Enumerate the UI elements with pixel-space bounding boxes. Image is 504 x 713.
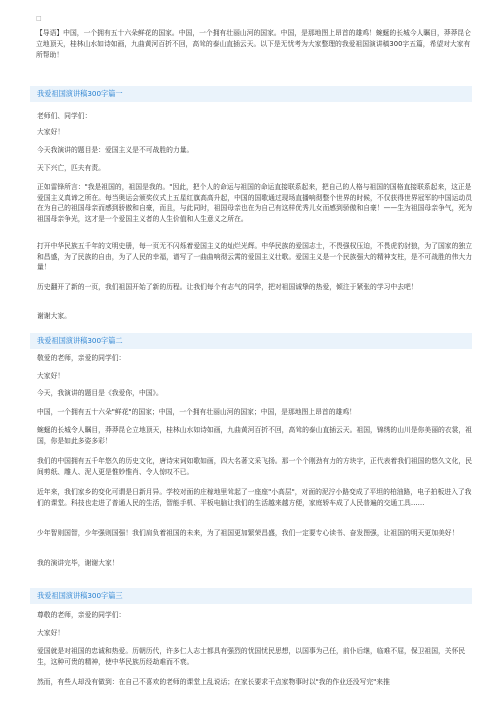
section-1-paragraph: 天下兴亡，匹夫有责。 [37, 164, 105, 172]
section-2-paragraph: 今天，我演讲的题目是《我爱你，中国》。 [37, 389, 163, 397]
section-2-paragraph: 大家好！ [37, 372, 65, 380]
section-1-paragraph: 今天我演讲的题目是：爱国主义是不可战胜的力量。 [37, 146, 194, 154]
section-2-paragraph: 敬爱的老师，亲爱的同学们： [37, 354, 126, 362]
section-3-paragraph: 爱国就是对祖国的忠诚和热爱。历朝历代，许多仁人志士都具有强烈的忧国忧民思想，以国事为己任，前仆后继，临难不屈，保卫祖国，关怀民生，这种可贵的精神，使中华民族历经劫难而不衰。 [37, 647, 466, 666]
section-3-paragraph: 尊敬的老师，亲爱的同学们： [37, 611, 126, 619]
intro-paragraph: 【导语】中国，一个拥有五十六朵鲜花的国家。中国，一个拥有壮丽山河的国家。中国，是那地图上昂首的雄鸡！蜿蜒的长城今人瞩目，莽莽昆仑立地顶天，桂林山水如诗如画，九曲黄河百折不回，高耸的泰山直插云天。以下是无忧考为大家整理的我爱祖国演讲稿300字五篇，希望对大家有所帮助！ [36, 29, 471, 59]
section-2-paragraph: 中国，一个拥有五十六朵"鲜花"的国家；中国，一个拥有壮丽山河的国家；中国，是那地图上昂首的雄鸡！ [37, 408, 356, 416]
section-1-paragraph: 打开中华民族五千年的文明史册，每一页无不闪烁着爱国主义的灿烂光辉。中华民族的爱国志士，不畏强权压迫，不畏虎豹豺狼，为了国家的独立和昌盛，为了民族的自由，为了人民的幸福，谱写了一曲曲响彻云霄的爱国主义壮歌。爱国主义是一个民族强大的精神支柱，是不可战胜的伟大力量！ [37, 242, 472, 271]
section-header-2: 我爱祖国演讲稿300字篇二 [30, 333, 472, 349]
section-2-paragraph: 我们的中国拥有五千年悠久的历史文化，唐诗宋词如歌如画，四大名著文采飞扬。那一个个刚劲有力的方块字，正代表着我们祖国的悠久文化，民间剪纸、雕人、泥人更是惟妙惟肖、令人惊叹不已。 [37, 457, 472, 476]
section-3-paragraph: 大家好！ [37, 629, 65, 637]
section-3-paragraph: 然而，有些人却没有做到：在自己不喜欢的老师的课堂上乱说话；在家长要求干点家物事时以"我的作业还没写完"来推 [37, 678, 390, 686]
section-1-paragraph: 谢谢大家。 [37, 312, 71, 320]
section-2-paragraph: 蜿蜒的长城令人瞩目，莽莽昆仑立地顶天，桂林山水如诗如画，九曲黄河百折不回，高耸的泰山直插云天。祖国，锦绣的山川是你美丽的衣裳，祖国，你是如此多姿多彩！ [37, 426, 472, 445]
section-1-paragraph: 大家好！ [37, 128, 65, 136]
section-header-3: 我爱祖国演讲稿300字篇三 [30, 588, 472, 604]
section-header-1: 我爱祖国演讲稿300字篇一 [30, 86, 472, 102]
corner-marker: □ [36, 15, 42, 22]
section-1-paragraph: 老师们、同学们： [37, 112, 92, 120]
section-2-paragraph: 近年来，我们家乡的变化可谓是日新月异。学校对面的庄稼地里耸起了一座座"小高层"，对面的泥泞小路变成了平坦的柏油路，电子拍板进入了我们的课堂。科技也走进了普通人民的生活，智能手机、平板电脑让我们的生活越来越方便，家庭轿车成了人民普遍的交通工具…… [37, 488, 472, 507]
section-2-paragraph: 少年智则国智，少年强则国强！我们肩负着祖国的未来，为了祖国更加繁荣昌盛，我们一定要专心读书、奋发图强，让祖国的明天更加美好！ [37, 529, 459, 537]
section-1-paragraph: 历史翻开了新的一页，我们祖国开始了新的历程。让我们每个有志气的同学，把对祖国诚挚的热爱，倾注于紧张的学习中去吧！ [37, 283, 418, 291]
section-2-paragraph: 我的演讲完毕，谢谢大家！ [37, 559, 119, 567]
section-1-paragraph: 正如雷锋所言："我是祖国的，祖国是我的。"因此，把个人的命运与祖国的命运直接联系起来，把自己的人格与祖国的国格直接联系起来，这正是爱国主义真谛之所在。每当奥运会颁奖仪式上五星红旗高高升起，中国的国歌通过现场直播响彻整个世界的时候，不仅获得世界冠军的中国运动员在为自己的祖国母亲而感到骄傲和自豪，而且，与此同时，祖国母亲也在为自己有这样优秀儿女而感到骄傲和自豪！——生为祖国母亲争气，死为祖国母亲争光，这才是一个爱国主义者的人生价值和人生意义之所在。 [37, 183, 472, 223]
